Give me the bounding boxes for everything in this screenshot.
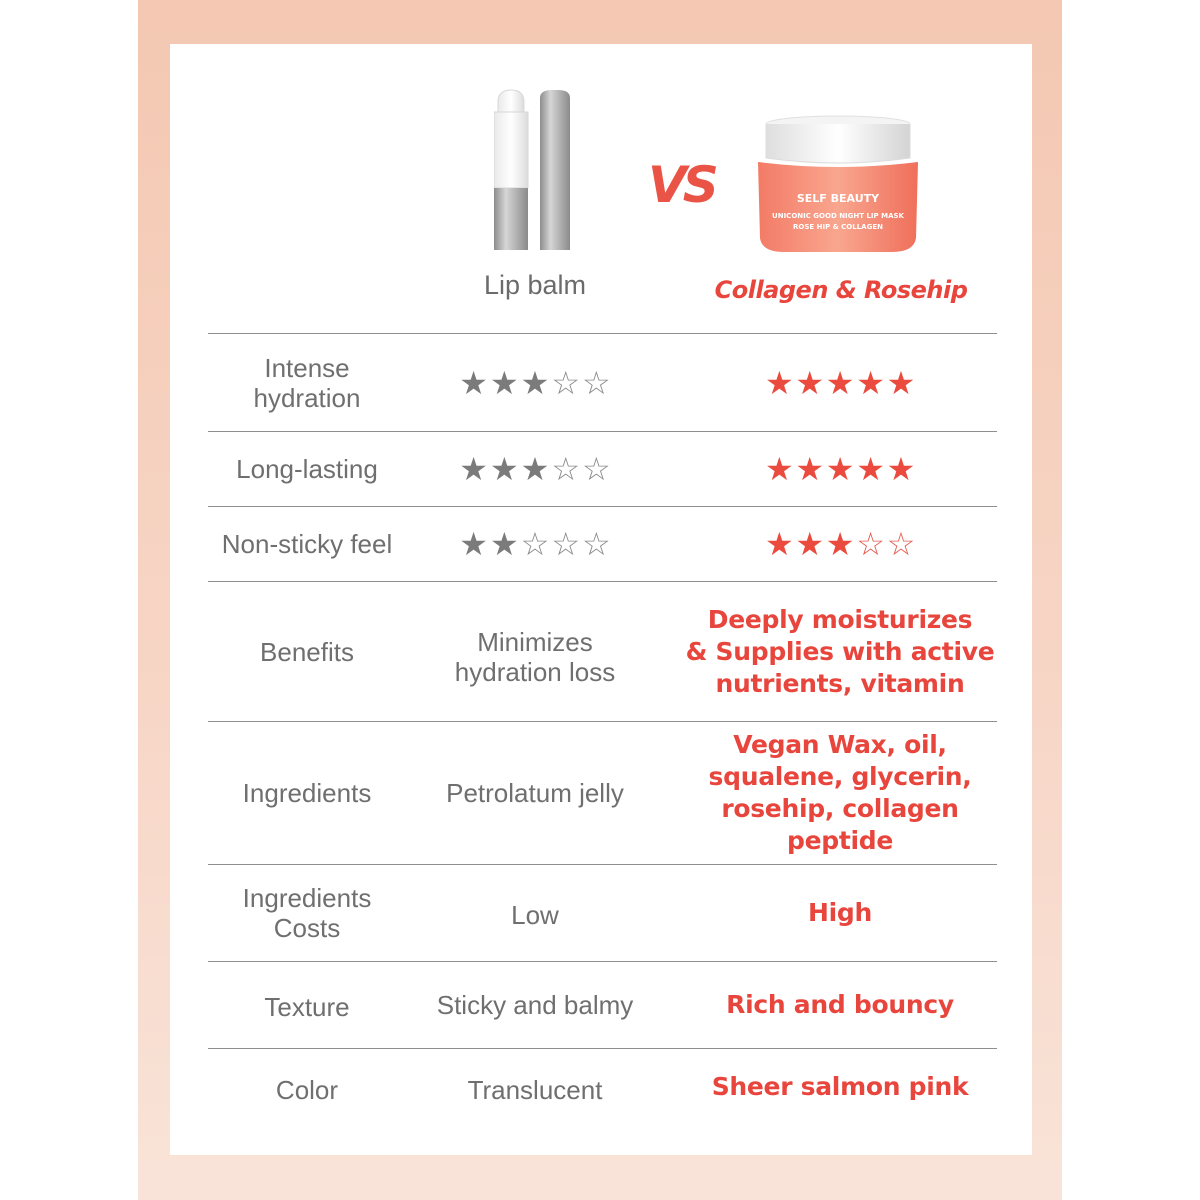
lip-balm-rating-intense-hydration: [420, 334, 650, 431]
row-label-benefits: Benefits: [260, 636, 354, 667]
column-header-collagen-rosehip: Collagen & Rosehip: [714, 276, 968, 304]
star-filled-icon: ★: [825, 525, 855, 563]
collagen-texture: Rich and bouncy: [726, 990, 954, 1019]
star-filled-icon: ★: [795, 450, 824, 488]
column-header-lip-balm: Lip balm: [483, 270, 587, 300]
collagen-ingredients: Vegan Wax, oil, squalene, glycerin, rosehip, collagen peptide: [708, 730, 972, 855]
star-filled-icon: ★: [765, 525, 794, 563]
jar-line2-text: ROSE HIP & COLLAGEN: [793, 223, 883, 231]
star-filled-icon: ★: [489, 526, 519, 562]
star-filled-icon: ★: [765, 363, 794, 402]
star-filled-icon: ★: [459, 526, 488, 562]
star-filled-icon: ★: [489, 451, 519, 487]
star-filled-icon: ★: [520, 451, 550, 487]
star-filled-icon: ★: [459, 451, 488, 487]
star-filled-icon: ★: [489, 364, 519, 401]
lip-balm-rating-non-sticky-feel: [420, 507, 650, 581]
row-label-ingredients: Ingredients: [242, 778, 372, 808]
star-empty-icon: ☆: [856, 525, 885, 563]
collagen-rating-intense-hydration: [668, 334, 1012, 431]
star-filled-icon: ★: [795, 363, 824, 402]
star-filled-icon: ★: [765, 450, 794, 488]
lip-balm-rating-long-lasting: [420, 432, 650, 506]
star-filled-icon: ★: [520, 364, 550, 401]
star-filled-icon: ★: [856, 450, 885, 488]
collagen-rating-long-lasting: [668, 432, 1012, 506]
collagen-color: Sheer salmon pink: [711, 1072, 969, 1101]
star-empty-icon: ☆: [520, 526, 550, 562]
lip-balm-image: [494, 88, 586, 252]
collagen-rating-non-sticky-feel: [668, 507, 1012, 581]
lip-balm-costs: Low: [511, 900, 559, 930]
row-label-color: Color: [275, 1075, 339, 1105]
row-label-non-sticky-feel: Non-sticky feel: [221, 529, 393, 559]
row-label-ingredients-costs: Ingredients Costs: [242, 883, 372, 943]
collagen-benefits: Deeply moisturizes & Supplies with active nutrients, vitamin: [685, 604, 995, 698]
jar-line1-text: UNICONIC GOOD NIGHT LIP MASK: [772, 212, 904, 220]
star-filled-icon: ★: [856, 363, 885, 402]
star-empty-icon: ☆: [551, 526, 581, 562]
lip-mask-jar-image: [752, 114, 924, 254]
lip-balm-color: Translucent: [467, 1075, 603, 1105]
star-filled-icon: ★: [886, 450, 915, 488]
lip-balm-benefits: Minimizes hydration loss: [454, 627, 616, 687]
vs-label: VS: [648, 156, 715, 214]
star-filled-icon: ★: [825, 363, 855, 402]
star-empty-icon: ☆: [886, 525, 915, 563]
star-empty-icon: ☆: [582, 526, 611, 562]
row-label-long-lasting: Long-lasting: [236, 454, 378, 484]
row-label-texture: Texture: [264, 992, 350, 1022]
star-filled-icon: ★: [459, 364, 488, 401]
star-empty-icon: ☆: [582, 451, 611, 487]
lip-balm-texture: Sticky and balmy: [436, 990, 634, 1020]
star-empty-icon: ☆: [551, 451, 581, 487]
star-filled-icon: ★: [886, 363, 915, 402]
star-empty-icon: ☆: [582, 364, 611, 401]
star-filled-icon: ★: [795, 525, 824, 563]
star-empty-icon: ☆: [551, 364, 581, 401]
row-label-intense-hydration: Intense hydration: [253, 352, 361, 413]
lip-balm-ingredients: Petrolatum jelly: [446, 778, 624, 808]
jar-brand-text: SELF BEAUTY: [796, 192, 880, 205]
star-filled-icon: ★: [825, 450, 855, 488]
collagen-costs: High: [808, 898, 872, 927]
